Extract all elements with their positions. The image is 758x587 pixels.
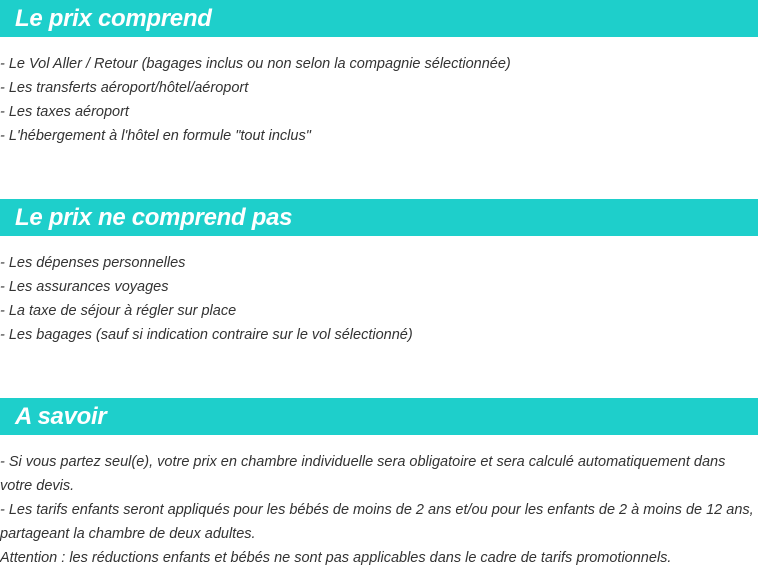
list-item: - L'hébergement à l'hôtel en formule "tout inclus" <box>0 128 311 144</box>
list-item: - Les dépenses personnelles <box>0 255 186 271</box>
list-item: - Les tarifs enfants seront appliqués pour les bébés de moins de 2 ans et/ou pour les enfants de 2 à moins de 12 ans, partageant la chambre de deux adultes. <box>0 502 754 542</box>
list-item: - La taxe de séjour à régler sur place <box>0 303 237 319</box>
section-good-to-know <box>0 398 758 570</box>
list-item: - Les taxes aéroport <box>0 104 129 120</box>
section-title: Le prix ne comprend pas <box>15 203 293 231</box>
section-header <box>0 398 758 435</box>
list-item: Attention : les réductions enfants et bébés ne sont pas applicables dans le cadre de tarifs promotionnels. <box>0 550 672 566</box>
section-title: Le prix comprend <box>15 4 212 32</box>
section-list <box>0 236 758 347</box>
section-price-excludes <box>0 199 758 347</box>
list-item: - Le Vol Aller / Retour (bagages inclus ou non selon la compagnie sélectionnée) <box>0 56 511 72</box>
section-title: A savoir <box>15 402 107 430</box>
list-item: - Les bagages (sauf si indication contraire sur le vol sélectionné) <box>0 327 413 343</box>
list-item: - Les assurances voyages <box>0 279 169 295</box>
section-list <box>0 435 758 570</box>
section-list <box>0 37 758 148</box>
section-header <box>0 199 758 236</box>
list-item: - Les transferts aéroport/hôtel/aéroport <box>0 80 249 96</box>
list-item: - Si vous partez seul(e), votre prix en chambre individuelle sera obligatoire et sera calculé automatiquement dans votre devis. <box>0 454 726 494</box>
section-price-includes <box>0 0 758 148</box>
section-header <box>0 0 758 37</box>
